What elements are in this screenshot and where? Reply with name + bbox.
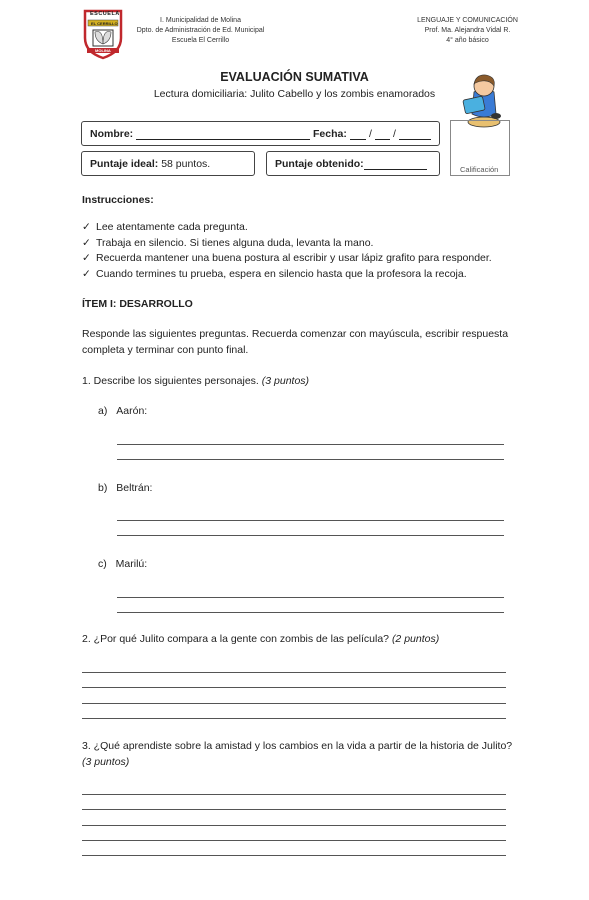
logo-banner-text: EL CERRILLO	[91, 21, 118, 26]
instructions-list	[82, 220, 542, 282]
check-icon: ✓	[82, 267, 91, 280]
sub-name: Marilú:	[115, 558, 148, 570]
date-label: Fecha:	[313, 128, 347, 140]
ideal-score-label: Puntaje ideal:	[90, 158, 159, 170]
sub-question-b	[98, 480, 152, 496]
obtained-score-label: Puntaje obtenido:	[275, 158, 364, 170]
instruction-item	[82, 267, 542, 283]
item1-heading: ÍTEM I: DESARROLLO	[82, 298, 193, 310]
ideal-score-box	[81, 151, 255, 176]
date-separator: /	[393, 128, 396, 140]
page-subtitle: Lectura domiciliaria: Julito Cabello y los zombis enamorados	[153, 88, 436, 100]
question-1	[82, 373, 309, 389]
sub-letter: c)	[98, 558, 107, 570]
question-3-points: (3 puntos)	[82, 756, 130, 768]
sub-question-a	[98, 403, 147, 419]
answer-line[interactable]	[82, 718, 506, 719]
header-left-line: Escuela El Cerrillo	[171, 37, 230, 44]
answer-line[interactable]	[117, 535, 504, 536]
logo-bottom-text: MOLINA	[95, 48, 111, 53]
header-right	[405, 16, 530, 46]
answer-line[interactable]	[82, 840, 506, 841]
instruction-item	[82, 220, 542, 236]
instruction-text: Cuando termines tu prueba, espera en silencio hasta que la profesora la recoja.	[96, 267, 467, 280]
instruction-item	[82, 251, 542, 267]
grade-label: Calificación	[460, 165, 499, 174]
answer-line[interactable]	[117, 459, 504, 460]
answer-line[interactable]	[117, 444, 504, 445]
answer-line[interactable]	[82, 809, 506, 810]
header-left-line: Dpto. de Administración de Ed. Municipal	[136, 27, 265, 34]
answer-line[interactable]	[117, 612, 504, 613]
question-3	[82, 738, 522, 770]
item1-intro: Responde las siguientes preguntas. Recuerda comenzar con mayúscula, escribir respuesta completa y terminar con punto final.	[82, 328, 509, 356]
header-left	[118, 16, 283, 46]
page-title: EVALUACIÓN SUMATIVA	[220, 70, 369, 84]
name-date-box	[81, 121, 440, 146]
header-right-line: 4° año básico	[446, 37, 489, 44]
sub-question-c	[98, 556, 147, 572]
instruction-text: Recuerda mantener una buena postura al escribir y usar lápiz grafito para responder.	[96, 252, 492, 264]
date-month-field[interactable]	[375, 130, 390, 140]
header-right-line: Prof. Ma. Alejandra Vidal R.	[424, 27, 511, 34]
sub-letter: a)	[98, 405, 108, 417]
date-separator: /	[369, 128, 372, 140]
question-1-text: 1. Describe los siguientes personajes.	[82, 375, 259, 387]
answer-line[interactable]	[82, 687, 506, 688]
check-icon: ✓	[82, 236, 91, 249]
question-2-points: (2 puntos)	[391, 633, 440, 645]
sub-name: Aarón:	[116, 405, 148, 417]
instructions-heading: Instrucciones:	[82, 194, 154, 206]
header-right-line: LENGUAJE Y COMUNICACIÓN	[417, 17, 518, 24]
instruction-text: Trabaja en silencio. Si tienes alguna duda, levanta la mano.	[96, 236, 374, 249]
check-icon: ✓	[82, 252, 91, 264]
question-3-text: 3. ¿Qué aprendiste sobre la amistad y los cambios en la vida a partir de la historia de Julito?	[82, 740, 513, 752]
name-field[interactable]	[136, 130, 310, 140]
answer-line[interactable]	[82, 825, 506, 826]
grade-box[interactable]	[450, 120, 510, 176]
name-label: Nombre:	[90, 128, 134, 140]
ideal-score-value: 58 puntos.	[161, 158, 211, 170]
logo-top-text: ESCUELA	[90, 11, 120, 17]
date-year-field[interactable]	[399, 130, 431, 140]
date-day-field[interactable]	[350, 130, 366, 140]
answer-line[interactable]	[117, 597, 504, 598]
instruction-text: Lee atentamente cada pregunta.	[96, 221, 248, 233]
answer-line[interactable]	[82, 794, 506, 795]
question-1-points: (3 puntos)	[261, 375, 310, 387]
instruction-item	[82, 236, 542, 252]
answer-line[interactable]	[117, 520, 504, 521]
header-left-line: I. Municipalidad de Molina	[160, 17, 241, 24]
question-2-text: 2. ¿Por qué Julito compara a la gente con zombis de las película?	[82, 633, 390, 645]
answer-line[interactable]	[82, 672, 506, 673]
answer-line[interactable]	[82, 855, 506, 856]
obtained-score-box	[266, 151, 440, 176]
obtained-score-field[interactable]	[364, 160, 427, 170]
question-2	[82, 631, 439, 647]
sub-letter: b)	[98, 482, 108, 494]
check-icon: ✓	[82, 221, 91, 233]
sub-name: Beltrán:	[116, 482, 153, 494]
answer-line[interactable]	[82, 703, 506, 704]
